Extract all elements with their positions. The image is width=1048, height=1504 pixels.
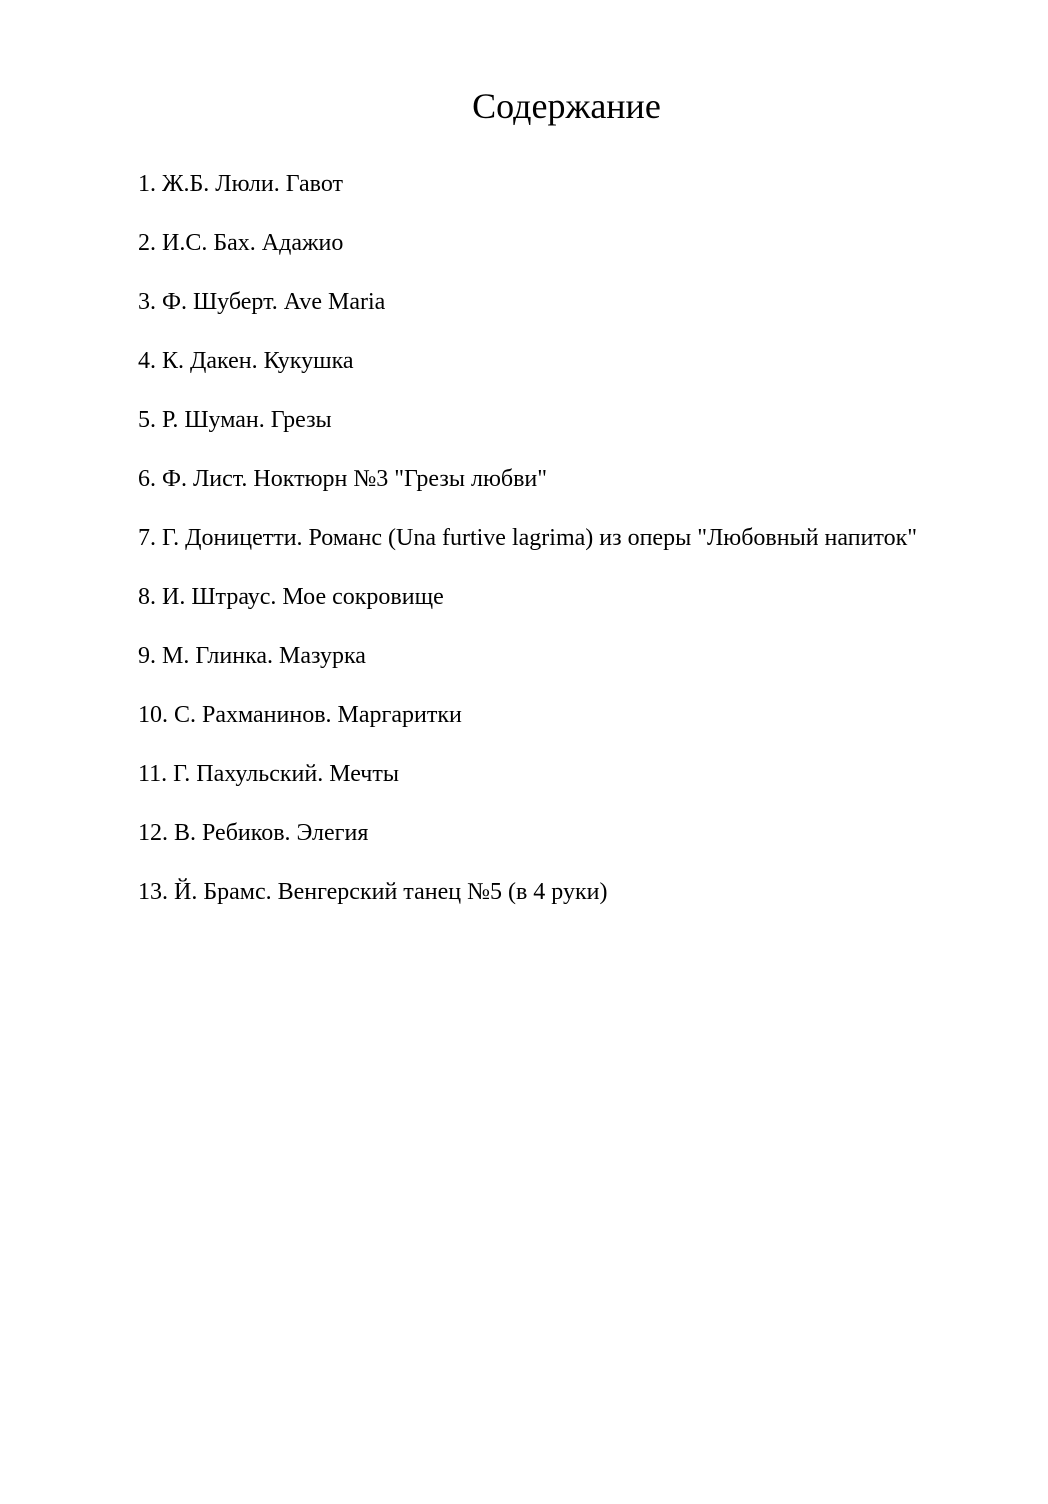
toc-item: 13. Й. Брамс. Венгерский танец №5 (в 4 руки) (138, 879, 608, 905)
toc-item: 8. И. Штраус. Мое сокровище (138, 584, 444, 610)
toc-item: 6. Ф. Лист. Ноктюрн №3 "Грезы любви" (138, 466, 548, 492)
toc-item: 11. Г. Пахульский. Мечты (138, 761, 399, 787)
table-of-contents (138, 165, 917, 932)
toc-item: 5. Р. Шуман. Грезы (138, 407, 332, 433)
toc-item: 12. В. Ребиков. Элегия (138, 820, 369, 846)
toc-item: 7. Г. Доницетти. Романс (Una furtive lagrima) из оперы "Любовный напиток" (138, 525, 918, 551)
page-title: Содержание (472, 86, 661, 126)
toc-item: 2. И.С. Бах. Адажио (138, 230, 344, 256)
toc-item: 3. Ф. Шуберт. Ave Maria (138, 289, 386, 315)
toc-item: 10. С. Рахманинов. Маргаритки (138, 702, 462, 728)
toc-item: 1. Ж.Б. Люли. Гавот (138, 171, 343, 197)
toc-item: 4. К. Дакен. Кукушка (138, 348, 354, 374)
toc-item: 9. М. Глинка. Мазурка (138, 643, 366, 669)
